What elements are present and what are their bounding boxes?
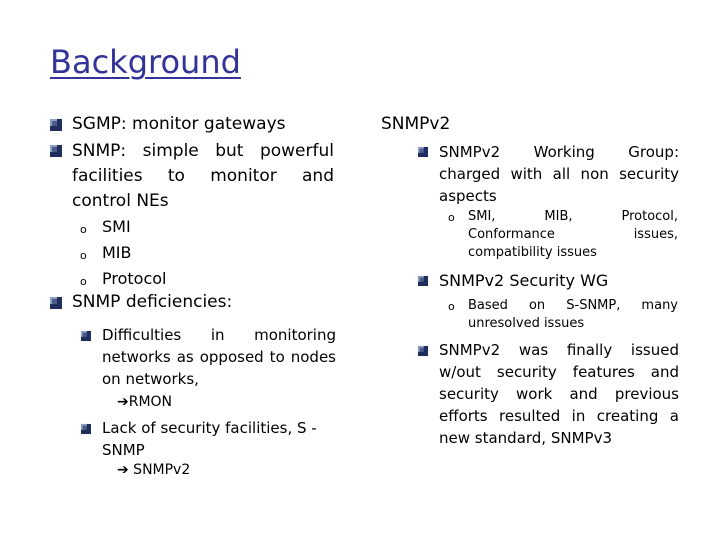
right-column — [360, 0, 720, 540]
left-item-1: SGMP: monitor gateways — [72, 114, 286, 134]
left-item-2: SNMP: simple but powerful facilities to monitor and control NEs — [72, 141, 334, 211]
right-point-3: SNMPv2 was finally issued w/out security features and security work and previous efforts resulted in creating a new standard, SNMPv3 — [439, 341, 679, 447]
square-bullet-icon — [50, 145, 62, 157]
square-bullet-icon — [418, 276, 428, 286]
circle-bullet-icon: o — [80, 249, 87, 262]
sub-item-protocol: Protocol — [102, 269, 167, 288]
square-bullet-icon — [50, 297, 62, 309]
right-heading: SNMPv2 — [381, 114, 451, 134]
deficiency-1: Difficulties in monitoring networks as opposed to nodes on networks, — [102, 326, 336, 388]
square-bullet-icon — [81, 424, 91, 434]
right-point-1-sub: SMI, MIB, Protocol, Conformance issues, compatibility issues — [468, 209, 678, 260]
square-bullet-icon — [50, 119, 62, 131]
square-bullet-icon — [418, 147, 428, 157]
square-bullet-icon — [81, 331, 91, 341]
sub-item-mib: MIB — [102, 243, 132, 262]
deficiencies-heading: SNMP deficiencies: — [72, 292, 233, 312]
page-title: Background — [50, 43, 241, 81]
circle-bullet-icon: o — [80, 275, 87, 288]
circle-bullet-icon: o — [448, 300, 455, 313]
circle-bullet-icon: o — [448, 211, 455, 224]
deficiency-2: Lack of security facilities, S -SNMP — [102, 419, 317, 459]
circle-bullet-icon: o — [80, 223, 87, 236]
sub-item-smi: SMI — [102, 217, 131, 236]
right-point-2: SNMPv2 Security WG — [439, 271, 609, 290]
right-point-1: SNMPv2 Working Group: charged with all non security aspects — [439, 143, 679, 205]
square-bullet-icon — [418, 346, 428, 356]
deficiency-1-arrow: ➔RMON — [117, 394, 173, 410]
deficiency-2-arrow: ➔ SNMPv2 — [117, 462, 191, 478]
right-point-2-sub: Based on S-SNMP, many unresolved issues — [468, 298, 678, 331]
